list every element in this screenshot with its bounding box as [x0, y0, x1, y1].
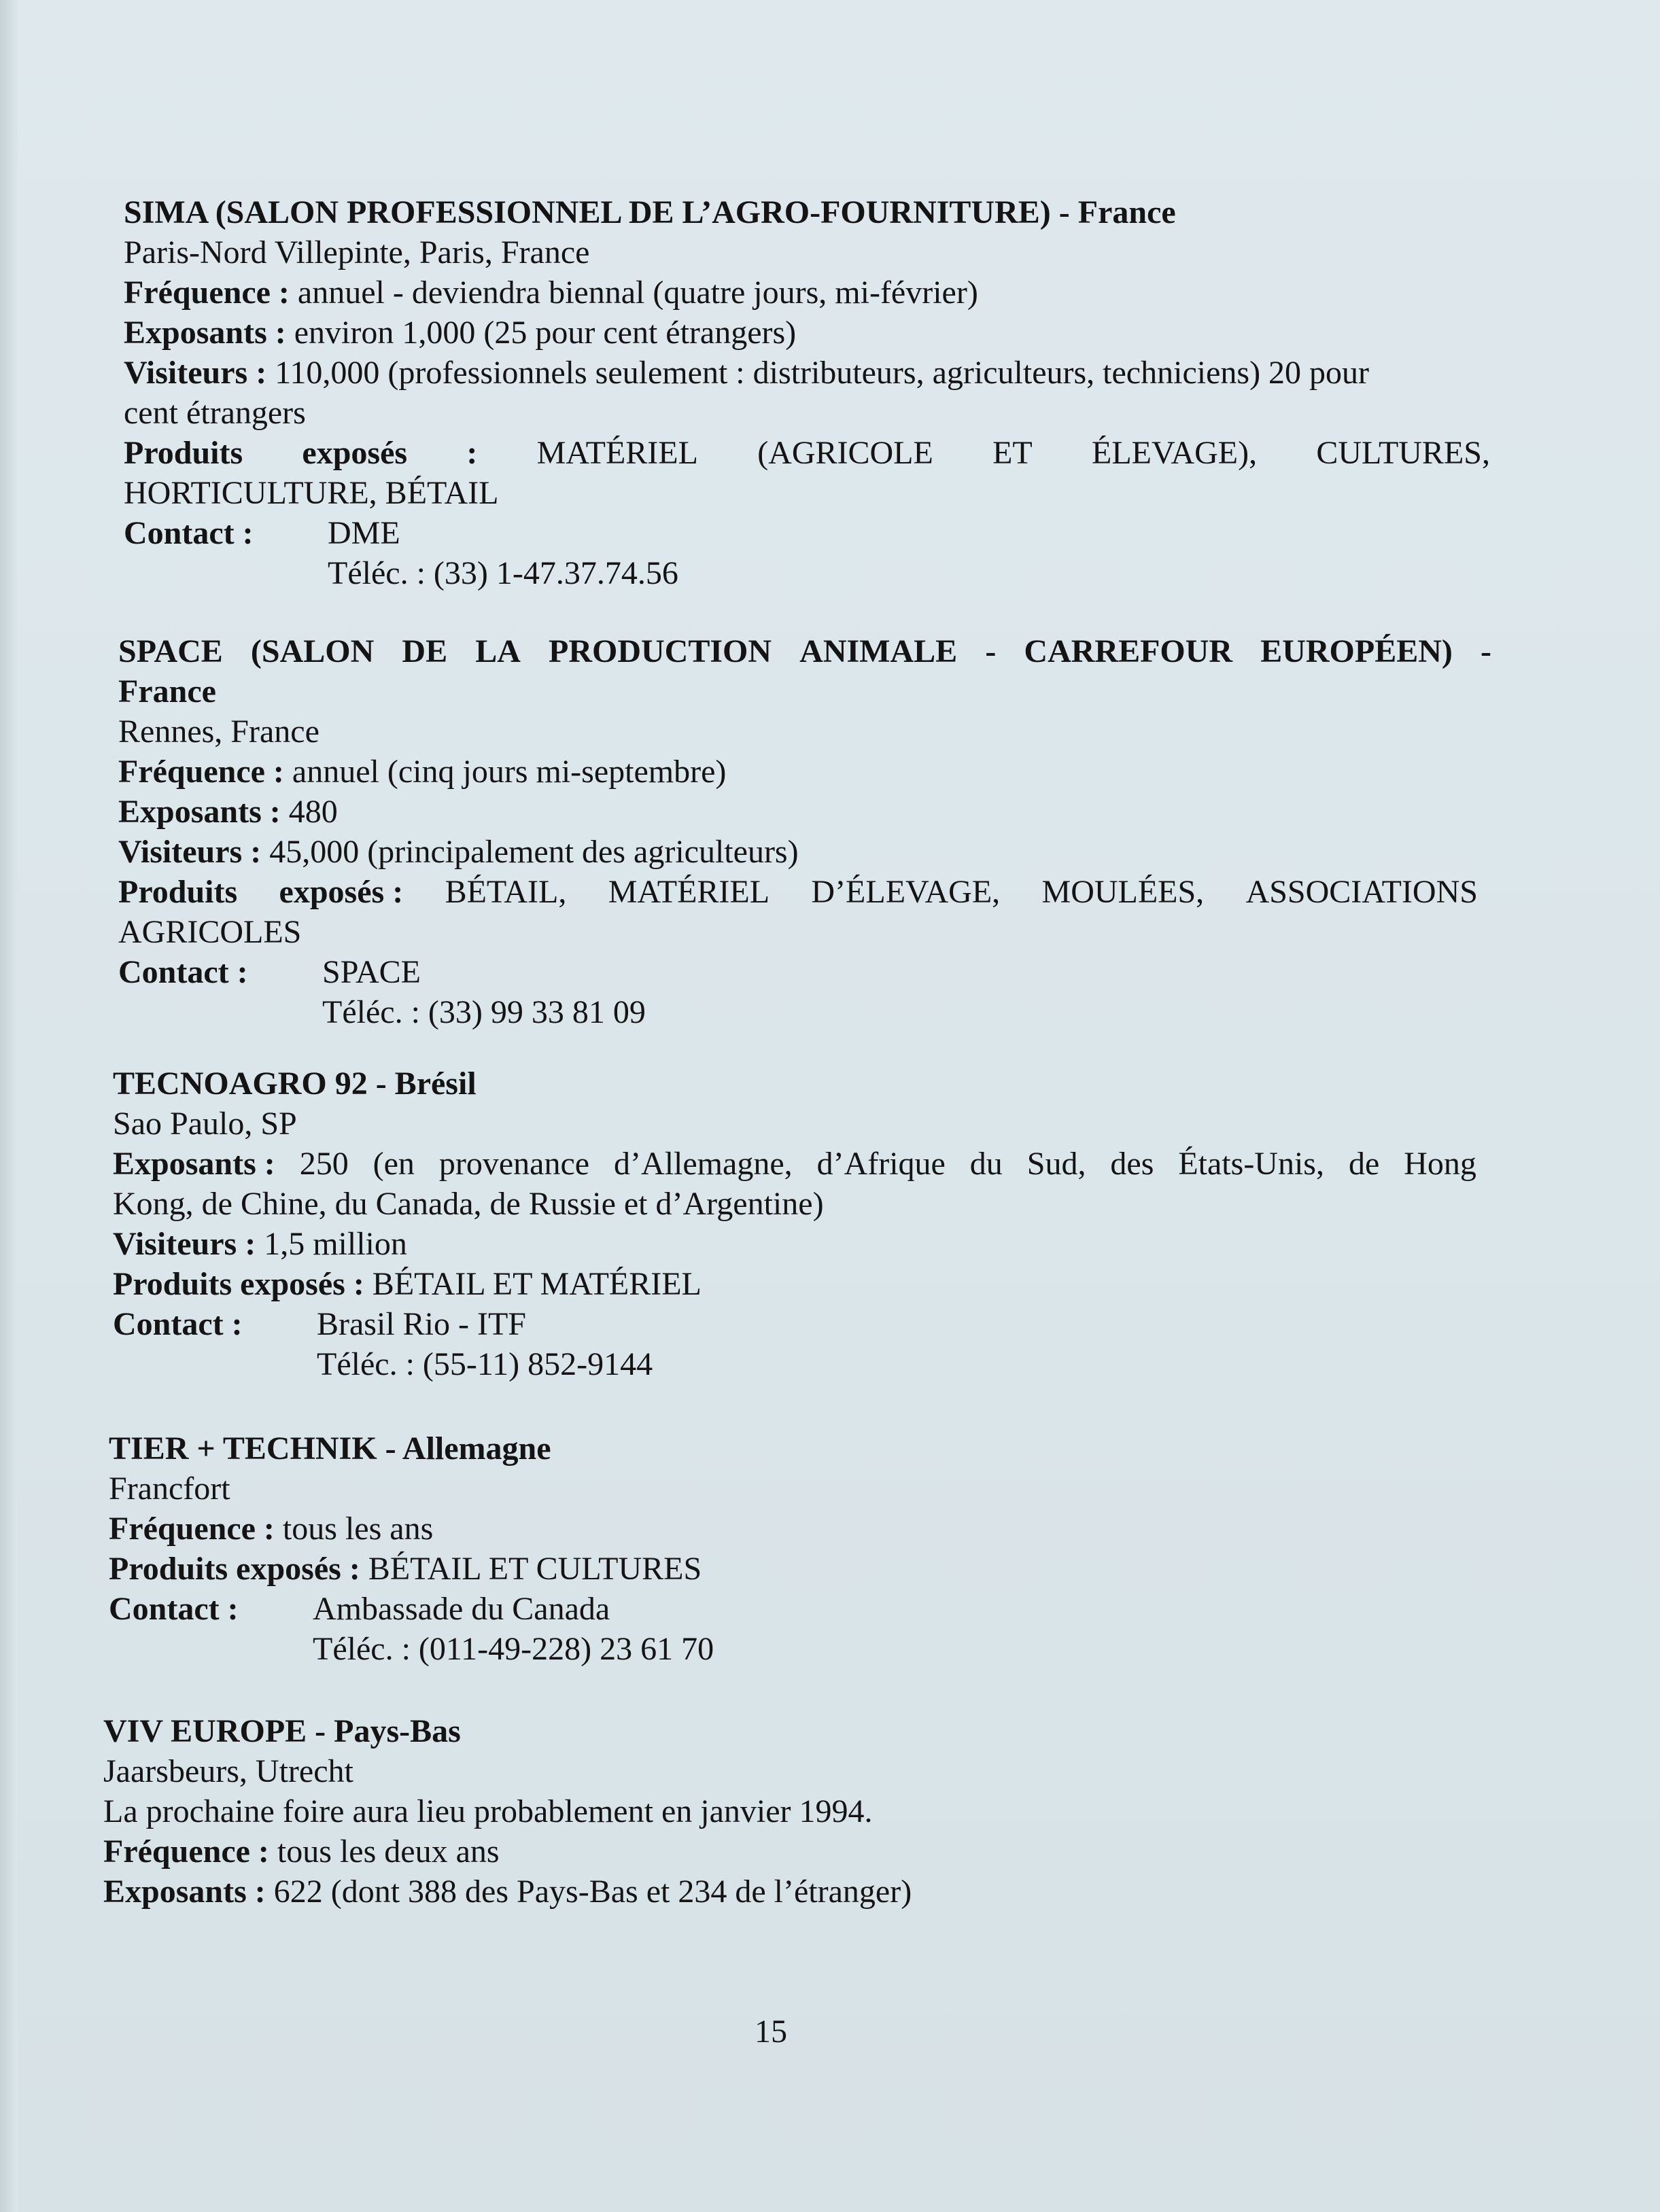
telec-line: Téléc. : (33) 99 33 81 09 — [322, 994, 646, 1030]
frequence-value: annuel (cinq jours mi-septembre) — [292, 754, 727, 790]
exposants-label: Exposants : — [113, 1146, 275, 1182]
visiteurs-value: 45,000 (principalement des agriculteurs) — [269, 834, 799, 870]
contact-line — [118, 952, 1485, 992]
produits-line — [124, 433, 1490, 473]
visiteurs-label: Visiteurs : — [118, 834, 262, 870]
frequence-line — [109, 1509, 1475, 1549]
produits-word: ET — [992, 435, 1033, 471]
produits-word: BÉTAIL, — [445, 874, 567, 910]
exposants-word: du — [969, 1146, 1003, 1182]
exposants-word: d’Allemagne, — [614, 1146, 793, 1182]
visiteurs-value: 110,000 (professionnels seulement : distributeurs, agriculteurs, techniciens) 20 pour — [275, 355, 1370, 391]
visiteurs-line — [118, 832, 1485, 872]
exposants-line — [113, 1144, 1476, 1184]
frequence-value: tous les ans — [282, 1511, 434, 1547]
entry-title: SIMA (SALON PROFESSIONNEL DE L’AGRO-FOURNITURE) - France — [124, 194, 1176, 230]
contact-value: DME — [328, 515, 400, 551]
produits-word: (AGRICOLE — [757, 435, 933, 471]
visiteurs-line — [124, 353, 1490, 393]
visiteurs-continuation: cent étrangers — [124, 395, 306, 431]
exposants-word: 250 — [299, 1146, 349, 1182]
produits-word: ÉLEVAGE), — [1092, 435, 1258, 471]
contact-value: Ambassade du Canada — [313, 1591, 610, 1627]
visiteurs-line — [113, 1224, 1479, 1264]
frequence-label: Fréquence : — [124, 275, 290, 311]
exposants-word: États-Unis, — [1178, 1146, 1324, 1182]
produits-word: MOULÉES, — [1041, 874, 1205, 910]
visiteurs-label: Visiteurs : — [124, 355, 267, 391]
exposants-continuation: Kong, de Chine, du Canada, de Russie et d’Argentine) — [113, 1186, 824, 1222]
page-edge-shadow — [0, 0, 18, 2212]
produits-label-word: : — [466, 435, 478, 471]
title-word: LA — [475, 633, 521, 669]
frequence-value: tous les deux ans — [277, 1833, 500, 1869]
telec-line: Téléc. : (33) 1-47.37.74.56 — [328, 555, 678, 591]
contact-line — [113, 1304, 1479, 1344]
exposants-word: provenance — [438, 1146, 590, 1182]
entry-space — [118, 631, 1491, 1032]
exposants-value: 622 (dont 388 des Pays-Bas et 234 de l’étranger) — [273, 1874, 912, 1910]
exposants-line — [124, 313, 1490, 353]
contact-line — [124, 513, 1490, 553]
entry-location: Francfort — [109, 1471, 230, 1507]
exposants-word: (en — [373, 1146, 415, 1182]
title-word: CARREFOUR — [1024, 633, 1233, 669]
exposants-label: Exposants : — [124, 315, 286, 351]
contact-value: Brasil Rio - ITF — [317, 1306, 526, 1342]
produits-line — [109, 1549, 1475, 1589]
title-word: - — [1481, 633, 1491, 669]
entry-location: Jaarsbeurs, Utrecht — [103, 1753, 353, 1789]
exposants-label: Exposants : — [118, 794, 281, 830]
entry-viv-europe — [103, 1711, 1470, 1912]
entry-location: Paris-Nord Villepinte, Paris, France — [124, 234, 590, 270]
entry-note: La prochaine foire aura lieu probablement en janvier 1994. — [103, 1793, 873, 1829]
entry-title — [118, 631, 1491, 671]
entry-title: VIV EUROPE - Pays-Bas — [103, 1713, 461, 1749]
exposants-word: Hong — [1404, 1146, 1476, 1182]
entry-title: TIER + TECHNIK - Allemagne — [109, 1430, 551, 1467]
contact-label: Contact : — [124, 515, 254, 551]
produits-label: Produits exposés : — [113, 1266, 364, 1302]
produits-word: CULTURES, — [1316, 435, 1490, 471]
produits-value: BÉTAIL ET CULTURES — [368, 1551, 702, 1587]
produits-label-word: exposés : — [279, 874, 404, 910]
exposants-word: des — [1110, 1146, 1154, 1182]
exposants-line — [118, 792, 1485, 832]
entry-title: TECNOAGRO 92 - Brésil — [113, 1066, 477, 1102]
exposants-value: 480 — [288, 794, 338, 830]
exposants-label: Exposants : — [103, 1874, 266, 1910]
title-word: DE — [402, 633, 448, 669]
produits-line — [113, 1264, 1479, 1304]
produits-word: MATÉRIEL — [536, 435, 698, 471]
produits-line — [118, 872, 1478, 912]
frequence-line — [118, 752, 1485, 792]
frequence-line — [103, 1831, 1470, 1872]
produits-value: BÉTAIL ET MATÉRIEL — [372, 1266, 702, 1302]
visiteurs-value: 1,5 million — [264, 1226, 407, 1262]
telec-line: Téléc. : (55-11) 852-9144 — [317, 1346, 653, 1382]
contact-line — [109, 1589, 1475, 1629]
exposants-line — [103, 1872, 1470, 1912]
exposants-word: Sud, — [1026, 1146, 1086, 1182]
title-word: SPACE — [118, 633, 223, 669]
contact-label: Contact : — [113, 1306, 243, 1342]
produits-label-word: Produits — [118, 874, 238, 910]
frequence-value: annuel - deviendra biennal (quatre jours, mi-février) — [297, 275, 978, 311]
produits-word: MATÉRIEL — [608, 874, 770, 910]
visiteurs-label: Visiteurs : — [113, 1226, 256, 1262]
telec-line: Téléc. : (011-49-228) 23 61 70 — [313, 1631, 714, 1667]
produits-word: ASSOCIATIONS — [1245, 874, 1478, 910]
frequence-line — [124, 273, 1490, 313]
frequence-label: Fréquence : — [103, 1833, 269, 1869]
exposants-word: d’Afrique — [816, 1146, 946, 1182]
title-continuation: France — [118, 673, 216, 709]
contact-value: SPACE — [322, 954, 421, 990]
title-word: ANIMALE — [799, 633, 958, 669]
title-word: (SALON — [250, 633, 375, 669]
produits-continuation: AGRICOLES — [118, 914, 302, 950]
entry-location: Rennes, France — [118, 714, 319, 750]
entry-sima — [124, 192, 1490, 593]
entry-tier-technik — [109, 1428, 1475, 1669]
title-word: PRODUCTION — [549, 633, 772, 669]
frequence-label: Fréquence : — [118, 754, 284, 790]
exposants-value: environ 1,000 (25 pour cent étrangers) — [294, 315, 797, 351]
entry-location: Sao Paulo, SP — [113, 1106, 297, 1142]
page-number: 15 — [755, 2014, 787, 2050]
produits-label-word: exposés — [302, 435, 408, 471]
title-word: - — [985, 633, 997, 669]
produits-label: Produits exposés : — [109, 1551, 360, 1587]
produits-label-word: Produits — [124, 435, 243, 471]
entry-tecnoagro — [113, 1064, 1479, 1384]
contact-label: Contact : — [118, 954, 248, 990]
frequence-label: Fréquence : — [109, 1511, 275, 1547]
produits-word: D’ÉLEVAGE, — [811, 874, 1001, 910]
produits-continuation: HORTICULTURE, BÉTAIL — [124, 475, 499, 511]
contact-label: Contact : — [109, 1591, 239, 1627]
title-word: EUROPÉEN) — [1260, 633, 1453, 669]
exposants-word: de — [1348, 1146, 1380, 1182]
